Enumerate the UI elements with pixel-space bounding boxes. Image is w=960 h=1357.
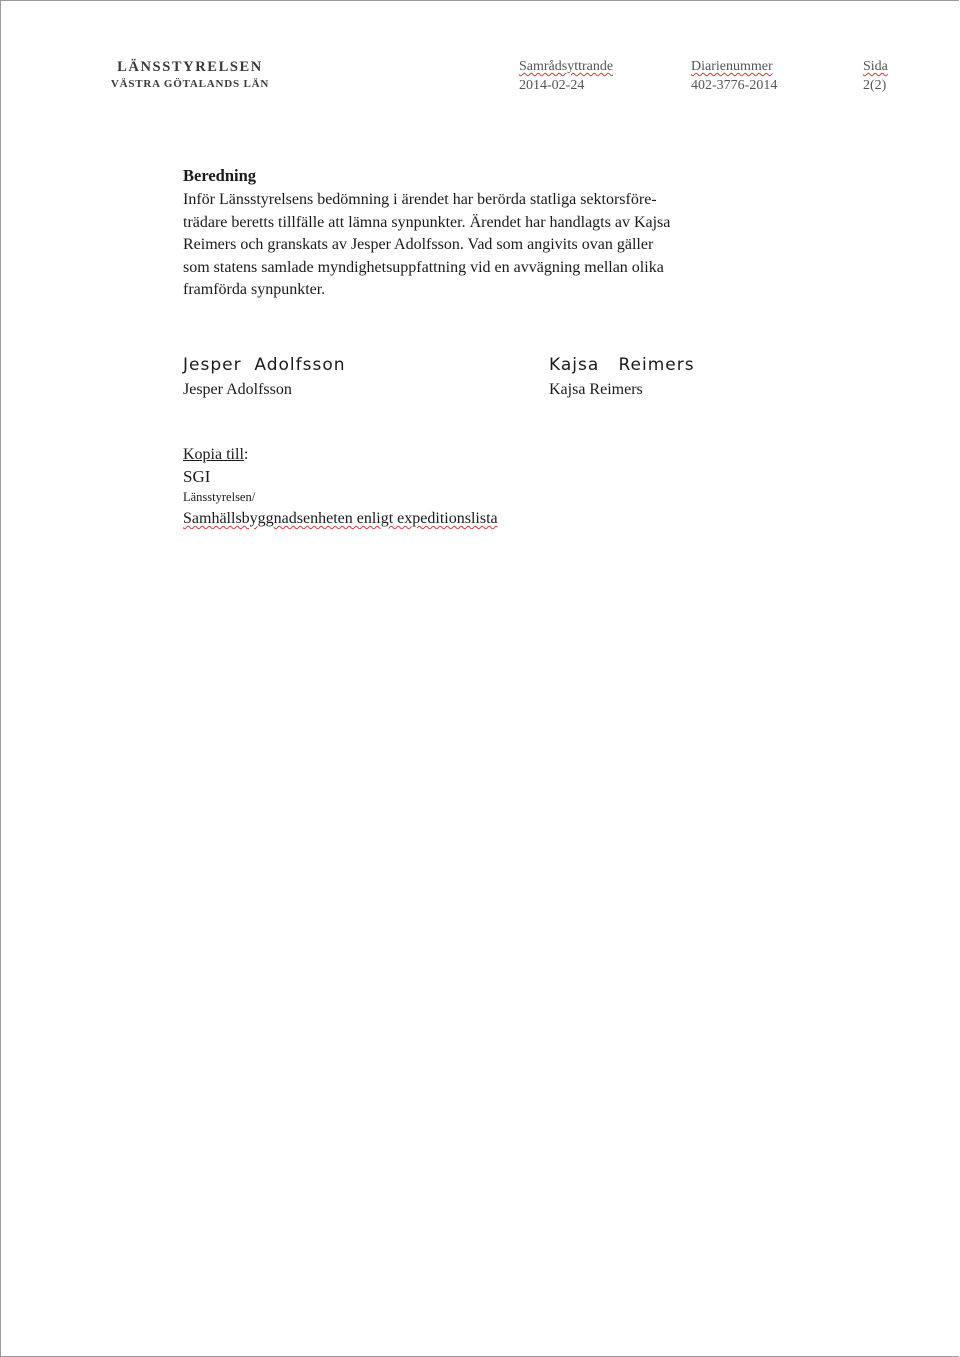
paragraph-line: framförda synpunkter. bbox=[183, 281, 326, 299]
meta-page bbox=[863, 57, 903, 95]
signer-name-jesper-adolfsson: Jesper Adolfsson bbox=[183, 381, 292, 398]
copy-recipient-sgi: SGI bbox=[183, 467, 211, 486]
meta-value-case-number: 402-3776-2014 bbox=[691, 78, 778, 93]
meta-label-document-type: Samrådsyttrande bbox=[519, 59, 614, 74]
signature-jesper-adolfsson: Jesper Adolfsson bbox=[183, 355, 346, 375]
copy-to-text: Kopia till bbox=[183, 446, 244, 463]
signer-name-kajsa-reimers: Kajsa Reimers bbox=[549, 381, 643, 398]
copy-to-label bbox=[183, 444, 248, 466]
paragraph-line: Inför Länsstyrelsens bedömning i ärendet har berörda statliga sektorsföre- bbox=[183, 191, 657, 208]
meta-label-page: Sida bbox=[863, 59, 888, 74]
section-heading: Beredning bbox=[183, 166, 257, 185]
paragraph-line: Reimers och granskats av Jesper Adolfsson. Vad som angivits ovan gäller bbox=[183, 236, 654, 254]
organization-logo bbox=[101, 59, 279, 92]
organization-region: VÄSTRA GÖTALANDS LÄN bbox=[110, 78, 270, 90]
organization-name: LÄNSSTYRELSEN bbox=[117, 59, 263, 75]
meta-document-type bbox=[519, 57, 639, 95]
meta-value-page: 2(2) bbox=[863, 78, 887, 93]
copy-to-colon: : bbox=[243, 446, 249, 463]
copy-recipient-unit: Samhällsbyggnadsenheten enligt expeditionslista bbox=[183, 510, 498, 527]
meta-label-case-number: Diarienummer bbox=[691, 59, 773, 74]
paragraph-line: trädare beretts tillfälle att lämna synpunkter. Ärendet har handlagts av Kajsa bbox=[183, 213, 671, 231]
meta-value-date: 2014-02-24 bbox=[519, 78, 585, 93]
meta-case-number bbox=[691, 57, 791, 95]
paragraph-line: som statens samlade myndighetsuppfattning vid en avvägning mellan olika bbox=[183, 258, 664, 276]
copy-recipient-organization: Länsstyrelsen/ bbox=[183, 490, 256, 504]
signature-kajsa-reimers: Kajsa Reimers bbox=[549, 355, 695, 375]
body-paragraph bbox=[183, 189, 793, 302]
